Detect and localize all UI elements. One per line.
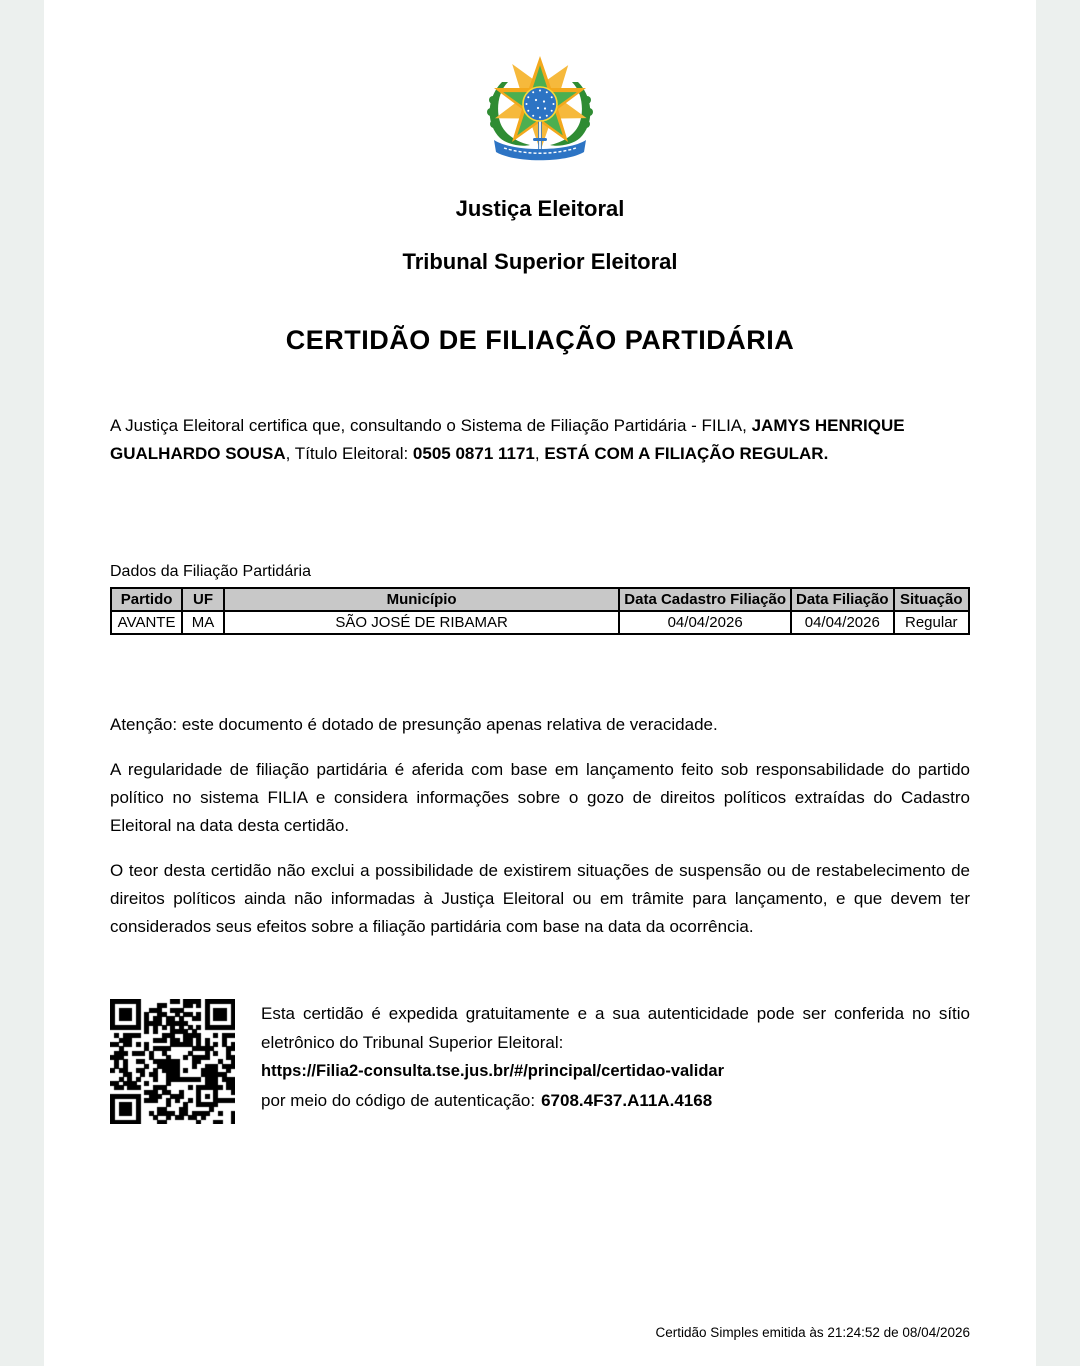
note-paragraph-2: A regularidade de filiação partidária é aferida com base em lançamento feito sob responsabilidade do partido político no sistema FILIA e considera informações sobre o gozo de direitos políticos extraídas do Cadastro Eleitoral na data desta certidão. [110,760,970,835]
org-name-line1: Justiça Eleitoral [455,196,625,221]
certification-prefix: A Justiça Eleitoral certifica que, consultando o Sistema de Filiação Partidária - FILIA, [110,416,752,435]
affiliation-status-text: ESTÁ COM A FILIAÇÃO REGULAR. [544,444,829,463]
cell-uf: MA [182,611,224,634]
table-row [111,611,969,634]
document-page [44,0,1036,1366]
note-paragraph-3: O teor desta certidão não exclui a possibilidade de existirem situações de suspensão ou de restabelecimento de direitos políticos ainda não informadas à Justiça Eleitoral ou em trâmite para lançamento, e que devem ter considerados seus efeitos sobre a filiação partidária com base na data da ocorrência. [110,861,970,936]
column-header-municipio: Município [224,588,619,611]
coat-of-arms-emblem [479,54,601,166]
table-header-row [111,588,969,611]
certification-separator: , [534,444,545,463]
column-header-situacao: Situação [894,588,969,611]
cell-situacao: Regular [894,611,969,634]
authenticity-text [261,999,970,1115]
document-title: CERTIDÃO DE FILIAÇÃO PARTIDÁRIA [285,325,795,355]
auth-code-label: por meio do código de autenticação: [261,1091,536,1110]
affiliation-section-label: Dados da Filiação Partidária [110,563,311,580]
qr-code [110,999,235,1124]
column-header-uf: UF [182,588,224,611]
certification-middle: , Título Eleitoral: [285,444,413,463]
footer-emission-note: Certidão Simples emitida às 21:24:52 de 08/04/2026 [655,1325,970,1340]
authenticity-block [110,999,970,1124]
cell-municipio: SÃO JOSÉ DE RIBAMAR [224,611,619,634]
cell-partido: AVANTE [111,611,182,634]
auth-code-line [261,1086,970,1115]
attention-note: Atenção: este documento é dotado de presunção apenas relativa de veracidade. [110,715,718,734]
brazil-coat-of-arms-icon [479,54,601,166]
voter-id: 0505 0871 1171 [412,444,535,463]
certification-paragraph [110,412,970,468]
affiliation-table [110,587,970,635]
org-name-line2: Tribunal Superior Eleitoral [402,249,678,274]
cell-data-filiacao: 04/04/2026 [791,611,894,634]
validation-url: https://Filia2-consulta.tse.jus.br/#/principal/certidao-validar [261,1062,725,1080]
column-header-partido: Partido [111,588,182,611]
affiliate-name: JAMYS HENRIQUE GUALHARDO SOUSA [110,416,905,463]
column-header-data-cadastro: Data Cadastro Filiação [619,588,791,611]
cell-data-cadastro: 04/04/2026 [619,611,791,634]
authenticity-intro: Esta certidão é expedida gratuitamente e a sua autenticidade pode ser conferida no sítio eletrônico do Tribunal Superior Eleitoral: [261,1004,970,1052]
auth-code: 6708.4F37.A11A.4168 [541,1091,713,1110]
column-header-data-filiacao: Data Filiação [791,588,894,611]
